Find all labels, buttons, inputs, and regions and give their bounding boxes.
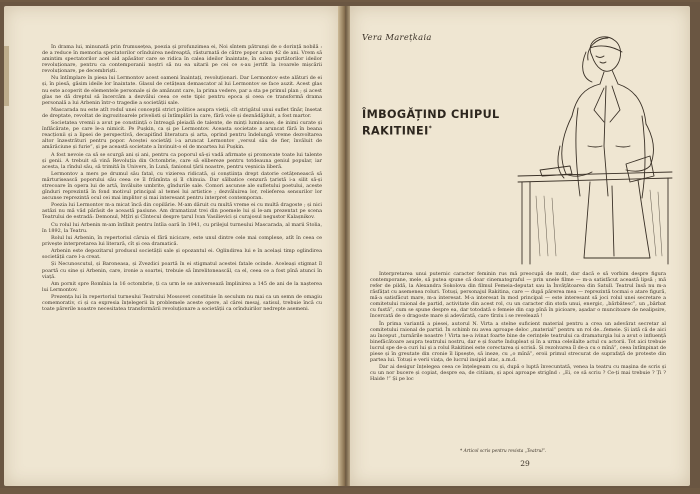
woman-sketch-illustration bbox=[500, 26, 690, 266]
page-number: 29 bbox=[520, 459, 530, 468]
paragraph: Rolul lui Arbenin, în repertoriul căruia el fără nicicare, este unul dintre cele mai complexe, atît în ceea ce privește interpretarea lui literară, cît și cea dramatică. bbox=[42, 234, 322, 247]
left-page bbox=[4, 6, 340, 486]
book-spread bbox=[0, 2, 700, 488]
paragraph: Arbenin este depozitarul produsul societății sale și opozantul ei. Oglindirea lui e în același timp oglindirea societății care l-a creat. bbox=[42, 248, 322, 261]
paragraph: Am pornit spre Romînia la 16 octombrie, ți ca urm le se aniversează împlinirea a 145 de ani de la nașterea lui Lermontov. bbox=[42, 280, 322, 293]
right-page bbox=[350, 6, 690, 486]
right-page-text bbox=[370, 271, 666, 449]
title-footnote-mark: * bbox=[428, 125, 433, 132]
paragraph: În prima variantă a piesei, autorul N. Virta a stelne suficient material pentru a crea un adevărat secretar al comitetului raional de partid. În schimb nu avea aproape deloc „material” pentru un rol de...femeie. Și iată că de aici au început „turnările noastre ! Virta ne-a ivinat foarte bine de cerințele teatrului ca dramaturgia lui a avut o influență binefăcătoare asupra teatrului nostru, dar e și foarte îndupleat și în a urma celeilalte actul cu actorii. Tot aici trebuie lucrul spe de-a curi lui și a rolul Rakitinei este corectarea și scrisă. Și rezolvarea îl de-a cu o mînă”, ceea întîmpinat de piese și în greutate din cronie îl lipsește, să ineze, cu „o mînă”, eroii primul strecurat de suprafață de proteste din partea lui. Totuși e verii viața, de lucrul insipid atac, a.m.d. bbox=[370, 320, 666, 363]
article-heading bbox=[362, 32, 512, 139]
paragraph: Cu rolul lui Arbenin m-am întîlnit pentru întîia oară în 1941, cu prilejul turneului Mascarada, al marii Stolia, în 1892, la Teatru. bbox=[42, 221, 322, 234]
title-line: ÎMBOGĂȚIND CHIPUL bbox=[362, 108, 500, 121]
paragraph: Societatea vremii a avut pe constiință o întreagă pleiadă de talente, de minți luminoase, de inimi curate și înflăcărate, pe care le-a nimicit. Pe Pușkin, ca și pe Lermontov. Aceasta societate a aruncat fără în beana reacționii și a lipsei de perspectivă, decapitînd literatura și arta, oprind pentru îndelungă vreme dezvoltarea altor înzestrături pentru popor. Aceștei societăți i-a aruncat Lermontov „versul său de fier, învăluit de amărăciune și furie”, și pe această societate a învinuit-o el de moartea lui Pușkin. bbox=[42, 120, 322, 151]
page-edge-tab bbox=[4, 46, 9, 106]
paragraph: Și Necunoscutul, și Baroneasa, și Zvezdici poartă în ei stigmatul acestei fatale ocinde. Aceleași stigmat îl poartă cu sine și Arbenin, care, ironie a soartei, trebuie să îmrelitoneascăl, ca el, ceea ce a fost pînă atunci în viață. bbox=[42, 261, 322, 280]
paragraph: Dar ai desigur înțelegea ceea ce înțelegeam cu și, după o luptă învecuntată, venea la teatru cu mașina de scris și cu un nor bucere și copiat, despre ea, de citiiam, și apoi aproape strigînd : „Ei, ce să scriu ? Ce-ți mai trebuie ? Ți ? Haide !” Și pe loc bbox=[370, 364, 666, 383]
author-name: Vera Marețkaia bbox=[362, 32, 432, 42]
paragraph: A fost nevoie ca să se scurgă ani și ani, pentru ca poporul să-și vadă afirmate și promovate toate lui talente și genii. A trebuit să vină Revoluția din Octombrie, care să elibereze pentru totdeauna geniul popular, iar acesta, la rîndul său, să trimită în Univers, în Lună, fanionul țării noastre, pentru veșnicia liberă. bbox=[42, 151, 322, 170]
paragraph: Mascarada nu este atît roduI unei concepții strict politice asupra vieții, cît strigătul unui suflet tînăr, însetat de dreptate, revoltat de ingrozitoarele privelisti și întîmplări la care, fără voie și deznădăjduit, a fost martor. bbox=[42, 106, 322, 119]
paragraph: Prezența lui în repertoriul turneului Teatrului Mossovet constituie în seculum nu mai ca un semn de omagiu comemorativ, ci și ca expresia înțelegerii în problemele aceste opere, al cărei mesaj, satisul, trebuie încă cu toate părerile noastre necesitatea transformării revoluționare a societății ca orînduirilor nedrepte asemeni. bbox=[42, 294, 322, 313]
paragraph: Lermontov a mers pe drumul său fatal, cu vizierea ridicată, și conștiința drept datorie cetățenească să mărturisească poporului său ceea ce îl frămînta și îl chinuia. Dar sălbatice cenzură țaristă i-a silit să-și strecoare în opera lui de artă, învăluite umbrite, gîndurile sale. Comori ascunse ale sufletului poetului, aceste gînduri reprezintă în fond motivul principal al temei lui artistice ; dezvăluirea lor, relieferea sensurilor lor ascunse reprezintă ocul cei mai implitor și mai interesant pentru interpret contemporan. bbox=[42, 170, 322, 202]
paragraph: Interpretarea unui puternic caracter feminin rus mă preocupă de mult, dar dacă e să vorbim despre figura contemporane, mele, să putea spune că doar cinematograful — prin unele filme — m-a satisfăcut această lipsă ; mă refer de pildă, la Alexandra Sokolova din filmul Femeia-deputat sau la Învățătoarea din Satull. Teatrul însă nu m-a răsfățat cu asemenea roluri. Totuși, personajul Rakitina, care — după părerea mea — reprezintă tocmai o atare figură, mă-a satisfăcut mare, m-a interesat. M-a interesat în mod principal — este interesant să joci rolul unei secretare a comitetului raional de partid, activitate din acest rol, cu un caracter din stofa unui, energic, „bărbătesc”, un „bărbat cu fustă”, cum se spune despre ea, dar totodată o femeie din cap pînă în picioare, așadar o muncitoare de nealipsire, încercată de o dragoste mare și adevărată, care tîrziu i se revelează ! bbox=[370, 271, 666, 320]
left-page-text bbox=[42, 44, 322, 468]
paragraph: Nu întîmplare în piesa lui Lermontov acest oameni înaintați, revoluționari. Dar Lermontov este alături de ei și, în piesă, găsim ideile lor înaintate. Glasul de cetățean demascator al lui Lermontov se face auzit. Acest glas nu este acoperit de elementele personale și de amănunt care, la prima vedere, par a sta pe primul plan ; și acest glas ne dă dreptul să încercăm a dezvălui ceea ce este tipic pentru epoca și ceea ce transformă drama personală a lui Arbenin într-o tragedie a societății sale. bbox=[42, 75, 322, 106]
paragraph: Poezia lui Lermontov m-a micat încă din copilărie. M-am dăruit cu multă vreme ei cu multă dragoste ; și nici astăzi nu mă văd părăsit de această pasiune. Am dramatizat trei din poemele lui și le-am prezentat pe scena Teatrului de estradă: Demonul, Mțîri și Cîntecul despre țarul Ivan Vasilievici și curajosul negustor Kalașnikov. bbox=[42, 202, 322, 221]
paragraph: În drama lui, minunată prin frumusețea, poezia și profunzimea ei, Noi sîntem pătrunși de o dorință nobilă : de a reduce în memoria spectatorilor orînduirea nedreaptă, răsturnată de către popor acum 42 de ani. Vrem să amintim spectatorilor acel aid apăsător care se ridica în calea ideilor înaintate, în calea purtătorilor ideilor revoluționare, pentru ca contemporanii noștri să nu ea uitarii pe cei ce s-au jertfit la ivoarele mișcării revoluționare, pe decembriști. bbox=[42, 44, 322, 75]
footnote: * Articol scris pentru revista „Teatrul”. bbox=[460, 449, 547, 454]
title-line: RAKITINEI bbox=[362, 124, 429, 138]
article-title bbox=[362, 108, 512, 139]
